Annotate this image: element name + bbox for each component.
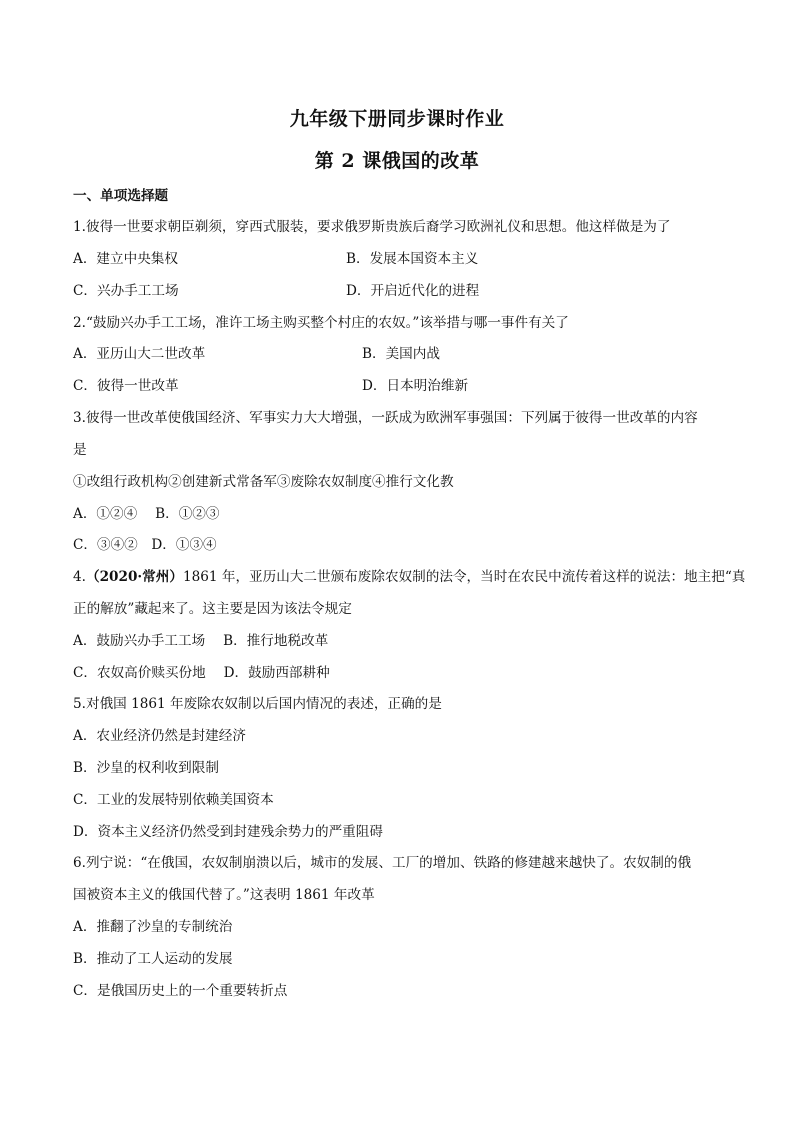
lesson-title: 第 2 课俄国的改革 xyxy=(314,150,480,172)
question-4-stem-line-2: 正的解放”藏起来了。这主要是因为该法令规定 xyxy=(73,601,352,617)
question-6-stem-line-1: 6.列宁说：“在俄国，农奴制崩溃以后，城市的发展、工厂的增加、铁路的修建越来越快了。农奴制的俄 xyxy=(73,855,692,871)
question-6-option-b: B．推动了工人运动的发展 xyxy=(73,951,233,967)
question-6-option-c: C．是俄国历史上的一个重要转折点 xyxy=(73,983,288,999)
question-4-options-ab: A．鼓励兴办手工工场 B．推行地税改革 xyxy=(73,633,329,649)
question-3-stem-line-1: 3.彼得一世改革使俄国经济、军事实力大大增强，一跃成为欧洲军事强国：下列属于彼得一世改革的内容 xyxy=(73,410,698,426)
question-6-stem-line-2: 国被资本主义的俄国代替了。”这表明 1861 年改革 xyxy=(73,887,375,903)
question-5-option-c: C．工业的发展特别依赖美国资本 xyxy=(73,792,274,808)
question-3-options-ab: A．①②④ B．①②③ xyxy=(73,506,220,522)
question-5-option-d: D．资本主义经济仍然受到封建残余势力的严重阻碍 xyxy=(73,824,383,840)
question-6-option-a: A．推翻了沙皇的专制统治 xyxy=(73,919,233,935)
question-2-option-c: C．彼得一世改革 xyxy=(73,378,179,394)
question-5-stem: 5.对俄国 1861 年废除农奴制以后国内情况的表述，正确的是 xyxy=(73,696,442,712)
page-title: 九年级下册同步课时作业 xyxy=(289,108,505,130)
question-4-source: （2020·常州） xyxy=(85,569,183,585)
question-4-stem-line-1 xyxy=(73,567,745,587)
question-5-option-a: A．农业经济仍然是封建经济 xyxy=(73,728,246,744)
section-heading: 一、单项选择题 xyxy=(73,188,169,204)
question-1-stem: 1.彼得一世要求朝臣剃须，穿西式服装，要求俄罗斯贵族后裔学习欧洲礼仪和思想。他这样做是为了 xyxy=(73,219,671,235)
question-1-option-a: A．建立中央集权 xyxy=(73,251,178,267)
question-3-stem-line-2: 是 xyxy=(73,442,87,458)
question-3-options-cd: C．③④② D．①③④ xyxy=(73,537,217,553)
question-3-items: ①改组行政机构②创建新式常备军③废除农奴制度④推行文化教 xyxy=(73,474,454,490)
question-5-option-b: B．沙皇的权利收到限制 xyxy=(73,760,219,776)
question-4-options-cd: C．农奴高价赎买份地 D．鼓励西部耕种 xyxy=(73,665,330,681)
question-1-option-b: B．发展本国资本主义 xyxy=(346,251,479,267)
question-4-stem-text: 1861 年，亚历山大二世颁布废除农奴制的法令，当时在农民中流传着这样的说法：地主把“真 xyxy=(182,569,746,585)
question-1-option-d: D．开启近代化的进程 xyxy=(346,283,480,299)
question-1-option-c: C．兴办手工工场 xyxy=(73,283,179,299)
question-2-option-d: D．日本明治维新 xyxy=(362,378,469,394)
question-2-option-b: B．美国内战 xyxy=(362,346,440,362)
question-2-option-a: A．亚历山大二世改革 xyxy=(73,346,206,362)
question-4-number: 4. xyxy=(73,569,86,585)
question-2-stem: 2.“鼓励兴办手工工场，准许工场主购买整个村庄的农奴。”该举措与哪一事件有关了 xyxy=(73,315,569,331)
